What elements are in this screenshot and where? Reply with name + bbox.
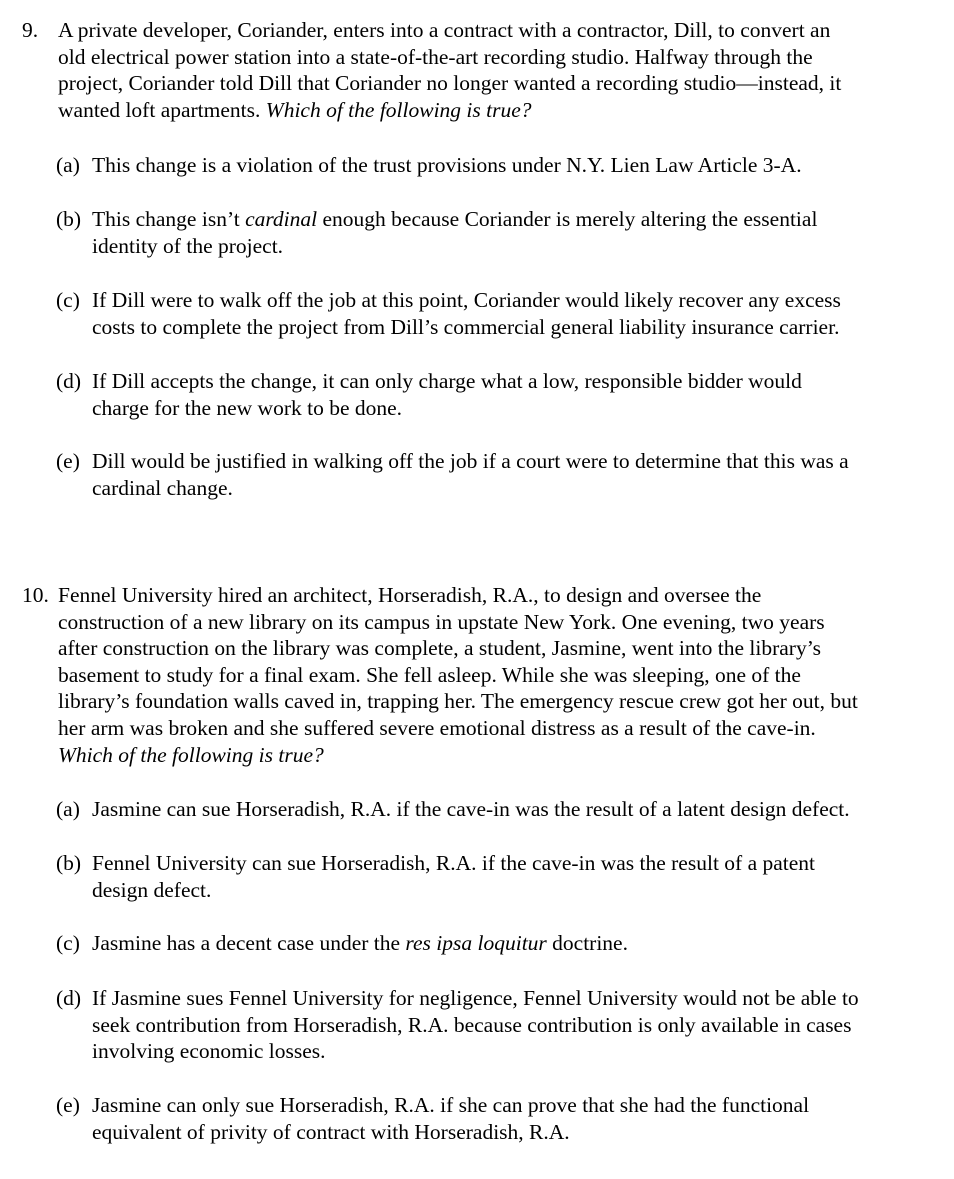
question-prompt: Which of the following is true? — [265, 97, 532, 122]
option-label: (e) — [56, 1093, 80, 1117]
option-text — [92, 206, 942, 259]
option-line: This change is a violation of the trust provisions under N.Y. Lien Law Article 3-A. — [92, 153, 802, 177]
stem-line: after construction on the library was complete, a student, Jasmine, went into the library’s — [58, 636, 822, 661]
option-text-pre: Jasmine has a decent case under the — [92, 931, 406, 955]
option-label: (b) — [56, 207, 82, 231]
option-line: cardinal change. — [92, 475, 233, 500]
stem-line: construction of a new library on its campus in upstate New York. One evening, two years — [58, 609, 825, 634]
option-label: (d) — [56, 369, 82, 393]
option-text — [92, 287, 942, 340]
option-label: (c) — [56, 931, 80, 955]
stem-line: her arm was broken and she suffered severe emotional distress as a result of the cave-in. — [58, 715, 816, 740]
question-number: 10. — [22, 583, 49, 607]
option-line: If Jasmine sues Fennel University for negligence, Fennel University would not be able to — [92, 986, 859, 1010]
stem-line: library’s foundation walls caved in, trapping her. The emergency rescue crew got her out, but — [58, 689, 858, 714]
option-text — [92, 796, 942, 823]
option-line: identity of the project. — [92, 233, 284, 258]
question-prompt: Which of the following is true? — [58, 742, 324, 767]
option-text — [92, 368, 942, 421]
option-label: (c) — [56, 288, 80, 312]
option-label: (a) — [56, 797, 80, 821]
option-text — [92, 152, 942, 179]
option-line: Dill would be justified in walking off the job if a court were to determine that this was a — [92, 449, 849, 473]
stem-line: Fennel University hired an architect, Horseradish, R.A., to design and oversee the — [58, 583, 762, 607]
option-text-post: enough because Coriander is merely altering the essential — [317, 207, 818, 231]
option-text — [92, 448, 942, 501]
option-line: Jasmine can only sue Horseradish, R.A. if she can prove that she had the functional — [92, 1093, 810, 1117]
option-label: (b) — [56, 851, 82, 875]
option-label: (a) — [56, 153, 80, 177]
option-label: (e) — [56, 449, 80, 473]
option-line: equivalent of privity of contract with Horseradish, R.A. — [92, 1119, 570, 1144]
option-text-post: doctrine. — [546, 931, 628, 955]
option-line: If Dill were to walk off the job at this point, Coriander would likely recover any excess — [92, 288, 841, 312]
stem-line: project, Coriander told Dill that Coriander no longer wanted a recording studio—instead, it — [58, 71, 842, 96]
stem-line: old electrical power station into a state-of-the-art recording studio. Halfway through the — [58, 44, 813, 69]
option-emphasis: cardinal — [245, 207, 318, 231]
option-line: involving economic losses. — [92, 1039, 326, 1064]
option-line: design defect. — [92, 877, 212, 902]
option-line: seek contribution from Horseradish, R.A. because contribution is only available in cases — [92, 1012, 852, 1037]
stem-line: basement to study for a final exam. She fell asleep. While she was sleeping, one of the — [58, 662, 801, 687]
option-line: costs to complete the project from Dill’s commercial general liability insurance carrier. — [92, 314, 840, 339]
question-number: 9. — [22, 18, 39, 42]
option-text — [92, 1092, 942, 1145]
option-text — [92, 850, 942, 903]
option-line: charge for the new work to be done. — [92, 395, 403, 420]
option-text-pre: This change isn’t — [92, 207, 246, 231]
question-stem — [58, 17, 938, 123]
option-line: Fennel University can sue Horseradish, R.A. if the cave-in was the result of a patent — [92, 851, 816, 875]
stem-line: A private developer, Coriander, enters into a contract with a contractor, Dill, to convert an — [58, 18, 831, 42]
question-stem — [58, 582, 938, 768]
option-line: If Dill accepts the change, it can only charge what a low, responsible bidder would — [92, 369, 802, 393]
option-label: (d) — [56, 986, 82, 1010]
option-line: Jasmine can sue Horseradish, R.A. if the cave-in was the result of a latent design defect. — [92, 797, 850, 821]
option-emphasis: res ipsa loquitur — [405, 931, 547, 955]
option-line — [92, 206, 942, 233]
stem-text: wanted loft apartments. — [58, 97, 261, 122]
option-text — [92, 985, 942, 1065]
stem-line-with-prompt — [58, 97, 938, 124]
option-line — [92, 930, 942, 957]
option-text — [92, 930, 942, 957]
